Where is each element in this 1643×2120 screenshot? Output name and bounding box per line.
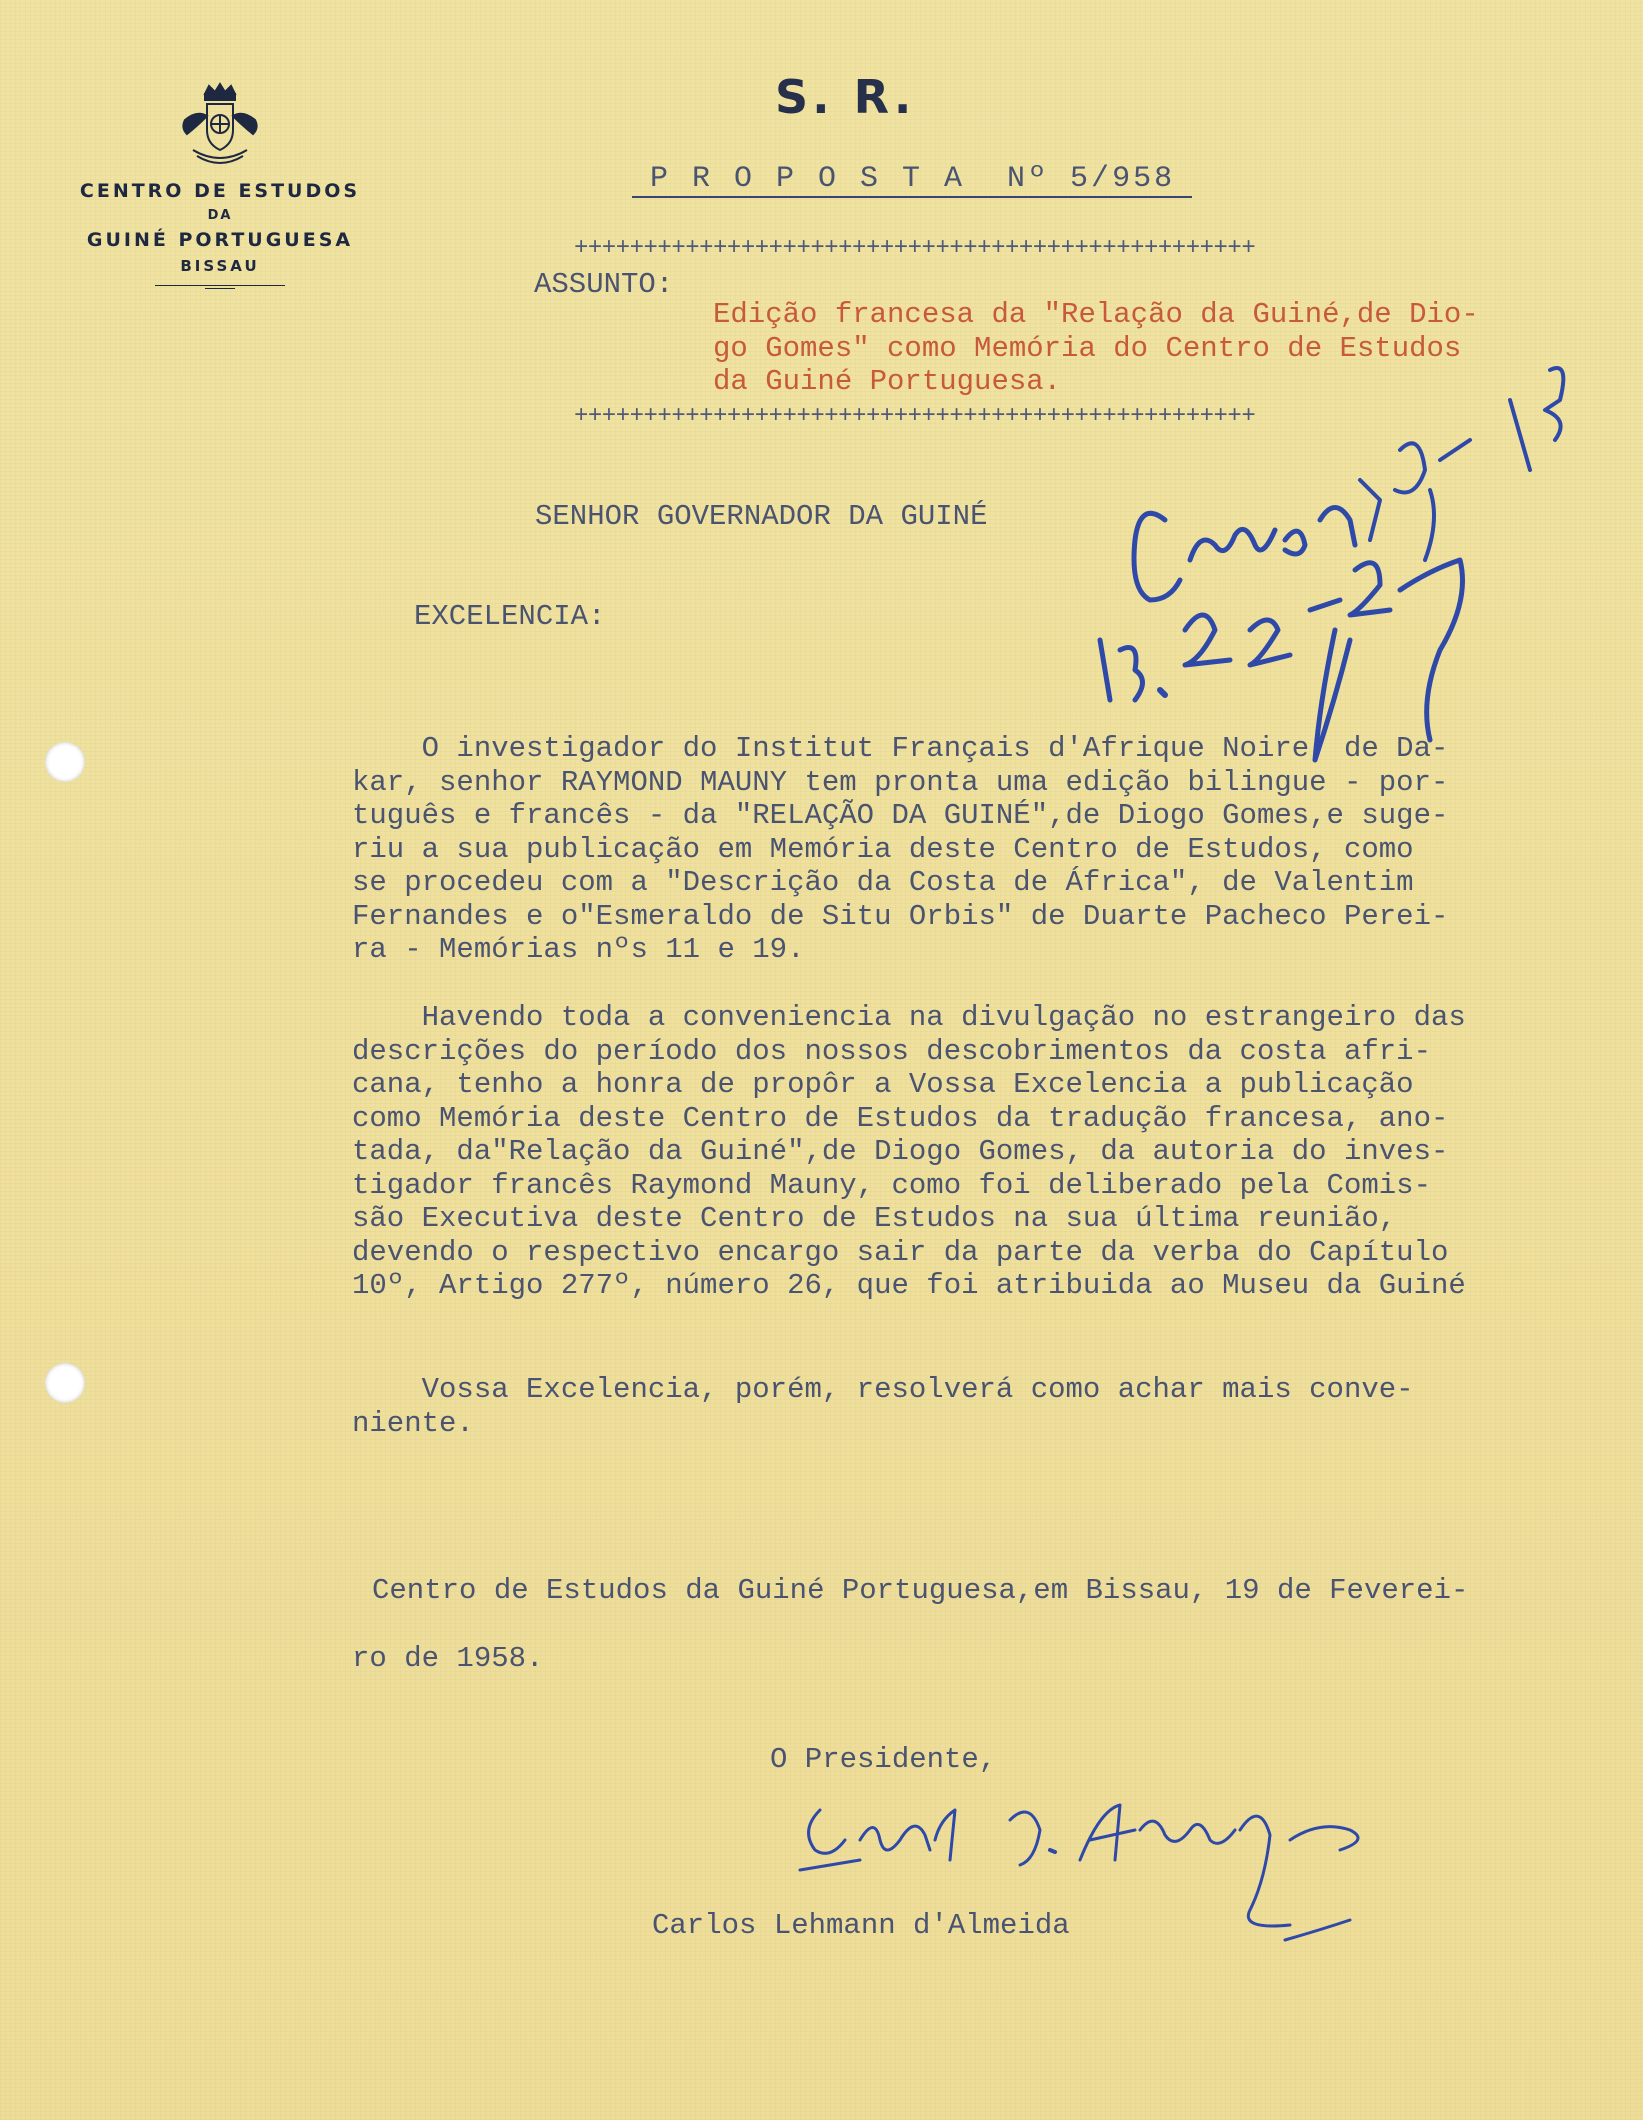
institution-region: GUINÉ PORTUGUESA [86,229,354,251]
salutation: EXCELENCIA: [414,600,606,633]
punch-hole [45,742,85,782]
institution-name: CENTRO DE ESTUDOS [79,180,361,202]
coat-of-arms-icon [175,80,265,170]
institution-connector: DA [207,208,233,223]
separator-row: +++++++++++++++++++++++++++++++++++++++++++++++++ [574,403,1256,430]
subject-text: Edição francesa da "Relação da Guiné,de Dio- go Gomes" como Memória do Centro de Estudos da Guiné Portuguesa. [713,298,1479,398]
proposal-number: P R O P O S T A Nº 5/958 [650,162,1176,196]
closing-place-date-continued: ro de 1958. [352,1642,544,1675]
separator-row: +++++++++++++++++++++++++++++++++++++++++++++++++ [574,235,1256,262]
letterhead [60,80,380,289]
institution-city: BISSAU [180,257,260,275]
proposal-underline [632,196,1192,198]
addressee: SENHOR GOVERNADOR DA GUINÉ [535,500,988,533]
sr-heading: S. R. [775,70,916,124]
body-paragraph: O investigador do Institut Français d'Afrique Noire, de Da- kar, senhor RAYMOND MAUNY tem pronta uma edição bilingue - por- tuguês e francês - da "RELAÇÃO DA GUINÉ",de Diogo Gomes,e suge- riu a sua publicação em Memória deste Centro de Estudos, como se procedeu com a "Descrição da Costa de África", de Valentim Fernandes e o"Esmeraldo de Situ Orbis" de Duarte Pacheco Perei- ra - Memórias nºs 11 e 19. [352,732,1449,966]
signer-name: Carlos Lehmann d'Almeida [652,1909,1070,1942]
body-paragraph: Havendo toda a conveniencia na divulgação no estrangeiro das descrições do período dos nossos descobrimentos da costa afri- cana, tenho a honra de propôr a Vossa Excelencia a publicação como Memória deste Centro de Estudos da tradução francesa, ano- tada, da"Relação da Guiné",de Diogo Gomes, da autoria do inves- tigador francês Raymond Mauny, como foi deliberado pela Comis- são Executiva deste Centro de Estudos na sua última reunião, devendo o respectivo encargo sair da parte da verba do Capítulo 10º, Artigo 277º, número 26, que foi atribuida ao Museu da Guiné [352,1001,1466,1302]
letterhead-divider [205,288,235,289]
punch-hole [45,1363,85,1403]
closing-place-date: Centro de Estudos da Guiné Portuguesa,em Bissau, 19 de Feverei- [372,1574,1469,1607]
signer-title: O Presidente, [770,1743,997,1776]
subject-label: ASSUNTO: [534,268,674,301]
letterhead-divider [155,285,285,286]
body-paragraph: Vossa Excelencia, porém, resolverá como achar mais conve- niente. [352,1373,1414,1440]
